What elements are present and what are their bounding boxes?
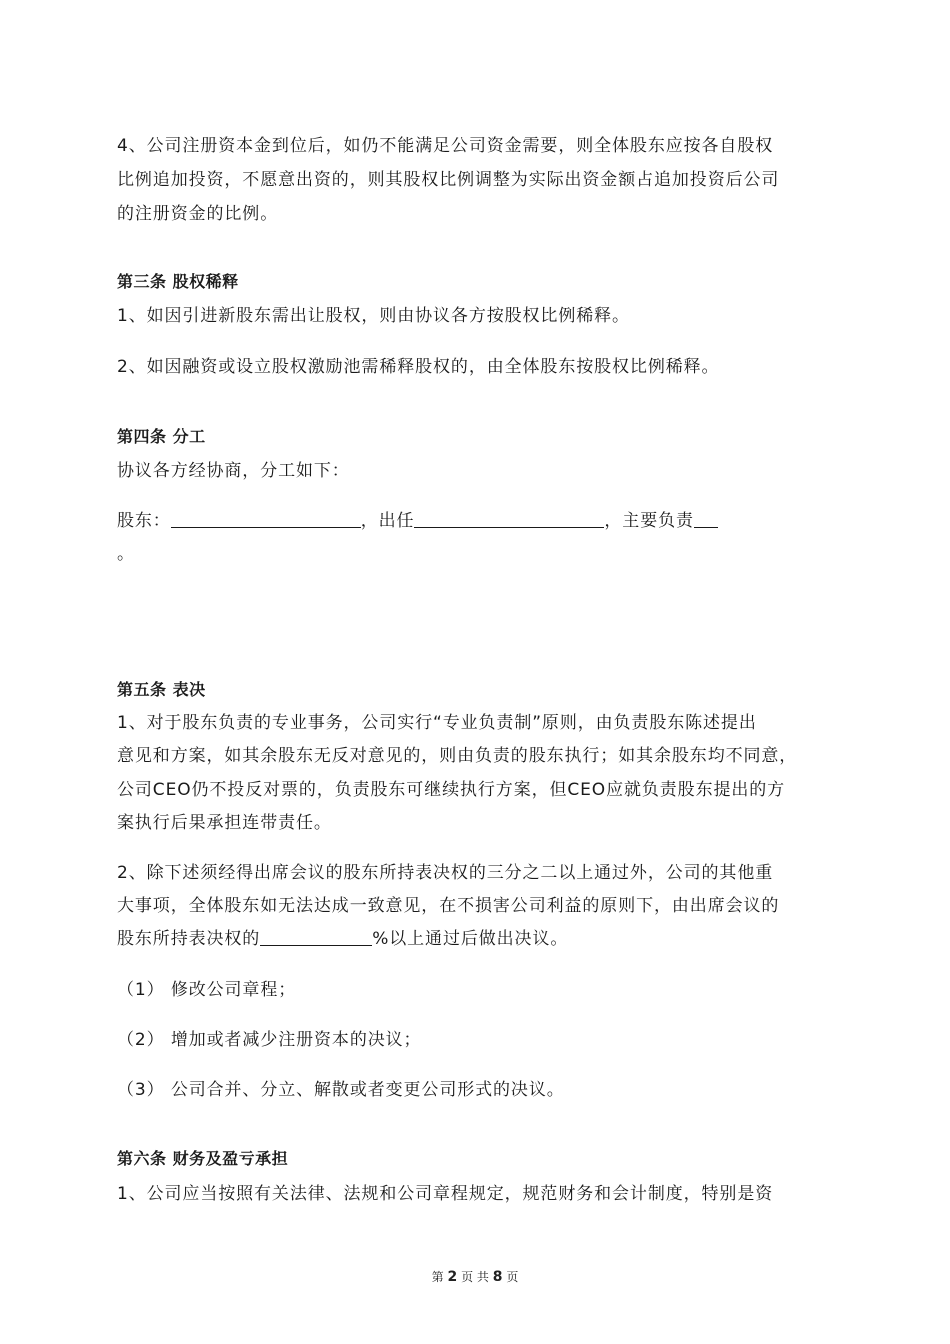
article-heading: 第五条 表决 [117,680,206,699]
footer-text: 页 共 [461,1270,489,1284]
division-fill-line [117,508,718,534]
paragraph-line: 案执行后果承担连带责任。 [117,813,332,833]
current-page-number: 2 [447,1269,458,1285]
text-fragment: 股东所持表决权的 [117,929,261,949]
list-item: （2） 增加或者减少注册资本的决议； [117,1030,422,1050]
paragraph-line: 协议各方经协商，分工如下： [117,461,350,481]
footer-text: 页 [506,1270,519,1284]
list-item: （3） 公司合并、分立、解散或者变更公司形式的决议。 [117,1080,565,1100]
paragraph-line: 意见和方案，如其余股东无反对意见的，则由负责的股东执行；如其余股东均不同意， [117,746,798,766]
paragraph-line: 大事项，全体股东如无法达成一致意见，在不损害公司利益的原则下，由出席会议的 [117,896,780,916]
shareholder-label: 股东： [117,511,171,531]
article-heading: 第三条 股权稀释 [117,272,239,291]
paragraph-line: 4、公司注册资本金到位后，如仍不能满足公司资金需要，则全体股东应按各自股权 [117,136,774,156]
paragraph-line: 1、公司应当按照有关法律、法规和公司章程规定，规范财务和会计制度，特别是资 [117,1184,774,1204]
paragraph-line [117,926,568,952]
page-footer [0,1268,950,1286]
paragraph-line: 1、对于股东负责的专业事务，公司实行“专业负责制”原则，由负责股东陈述提出 [117,713,757,733]
article-heading: 第四条 分工 [117,427,206,446]
paragraph-line: 比例追加投资，不愿意出资的，则其股权比例调整为实际出资金额占追加投资后公司 [117,170,780,190]
paragraph-line: 公司CEO仍不投反对票的，负责股东可继续执行方案，但CEO应就负责股东提出的方 [117,780,786,800]
text-fragment: %以上通过后做出决议。 [372,929,569,949]
responsibility-blank[interactable] [694,509,718,528]
paragraph-line: 。 [117,544,135,564]
percentage-blank[interactable] [260,927,372,946]
paragraph-line: 的注册资金的比例。 [117,204,279,224]
position-blank[interactable] [414,509,604,528]
paragraph-line: 2、除下述须经得出席会议的股东所持表决权的三分之二以上通过外，公司的其他重 [117,863,774,883]
article-heading: 第六条 财务及盈亏承担 [117,1149,289,1168]
list-item: （1） 修改公司章程； [117,980,297,1000]
separator-text: ，出任 [360,511,415,531]
paragraph-line: 2、如因融资或设立股权激励池需稀释股权的，由全体股东按股权比例稀释。 [117,357,720,377]
paragraph-line: 1、如因引进新股东需出让股权，则由协议各方按股权比例稀释。 [117,306,630,326]
total-page-number: 8 [492,1269,503,1285]
shareholder-blank[interactable] [171,509,361,528]
footer-text: 第 [431,1270,444,1284]
separator-text: ，主要负责 [604,511,694,531]
